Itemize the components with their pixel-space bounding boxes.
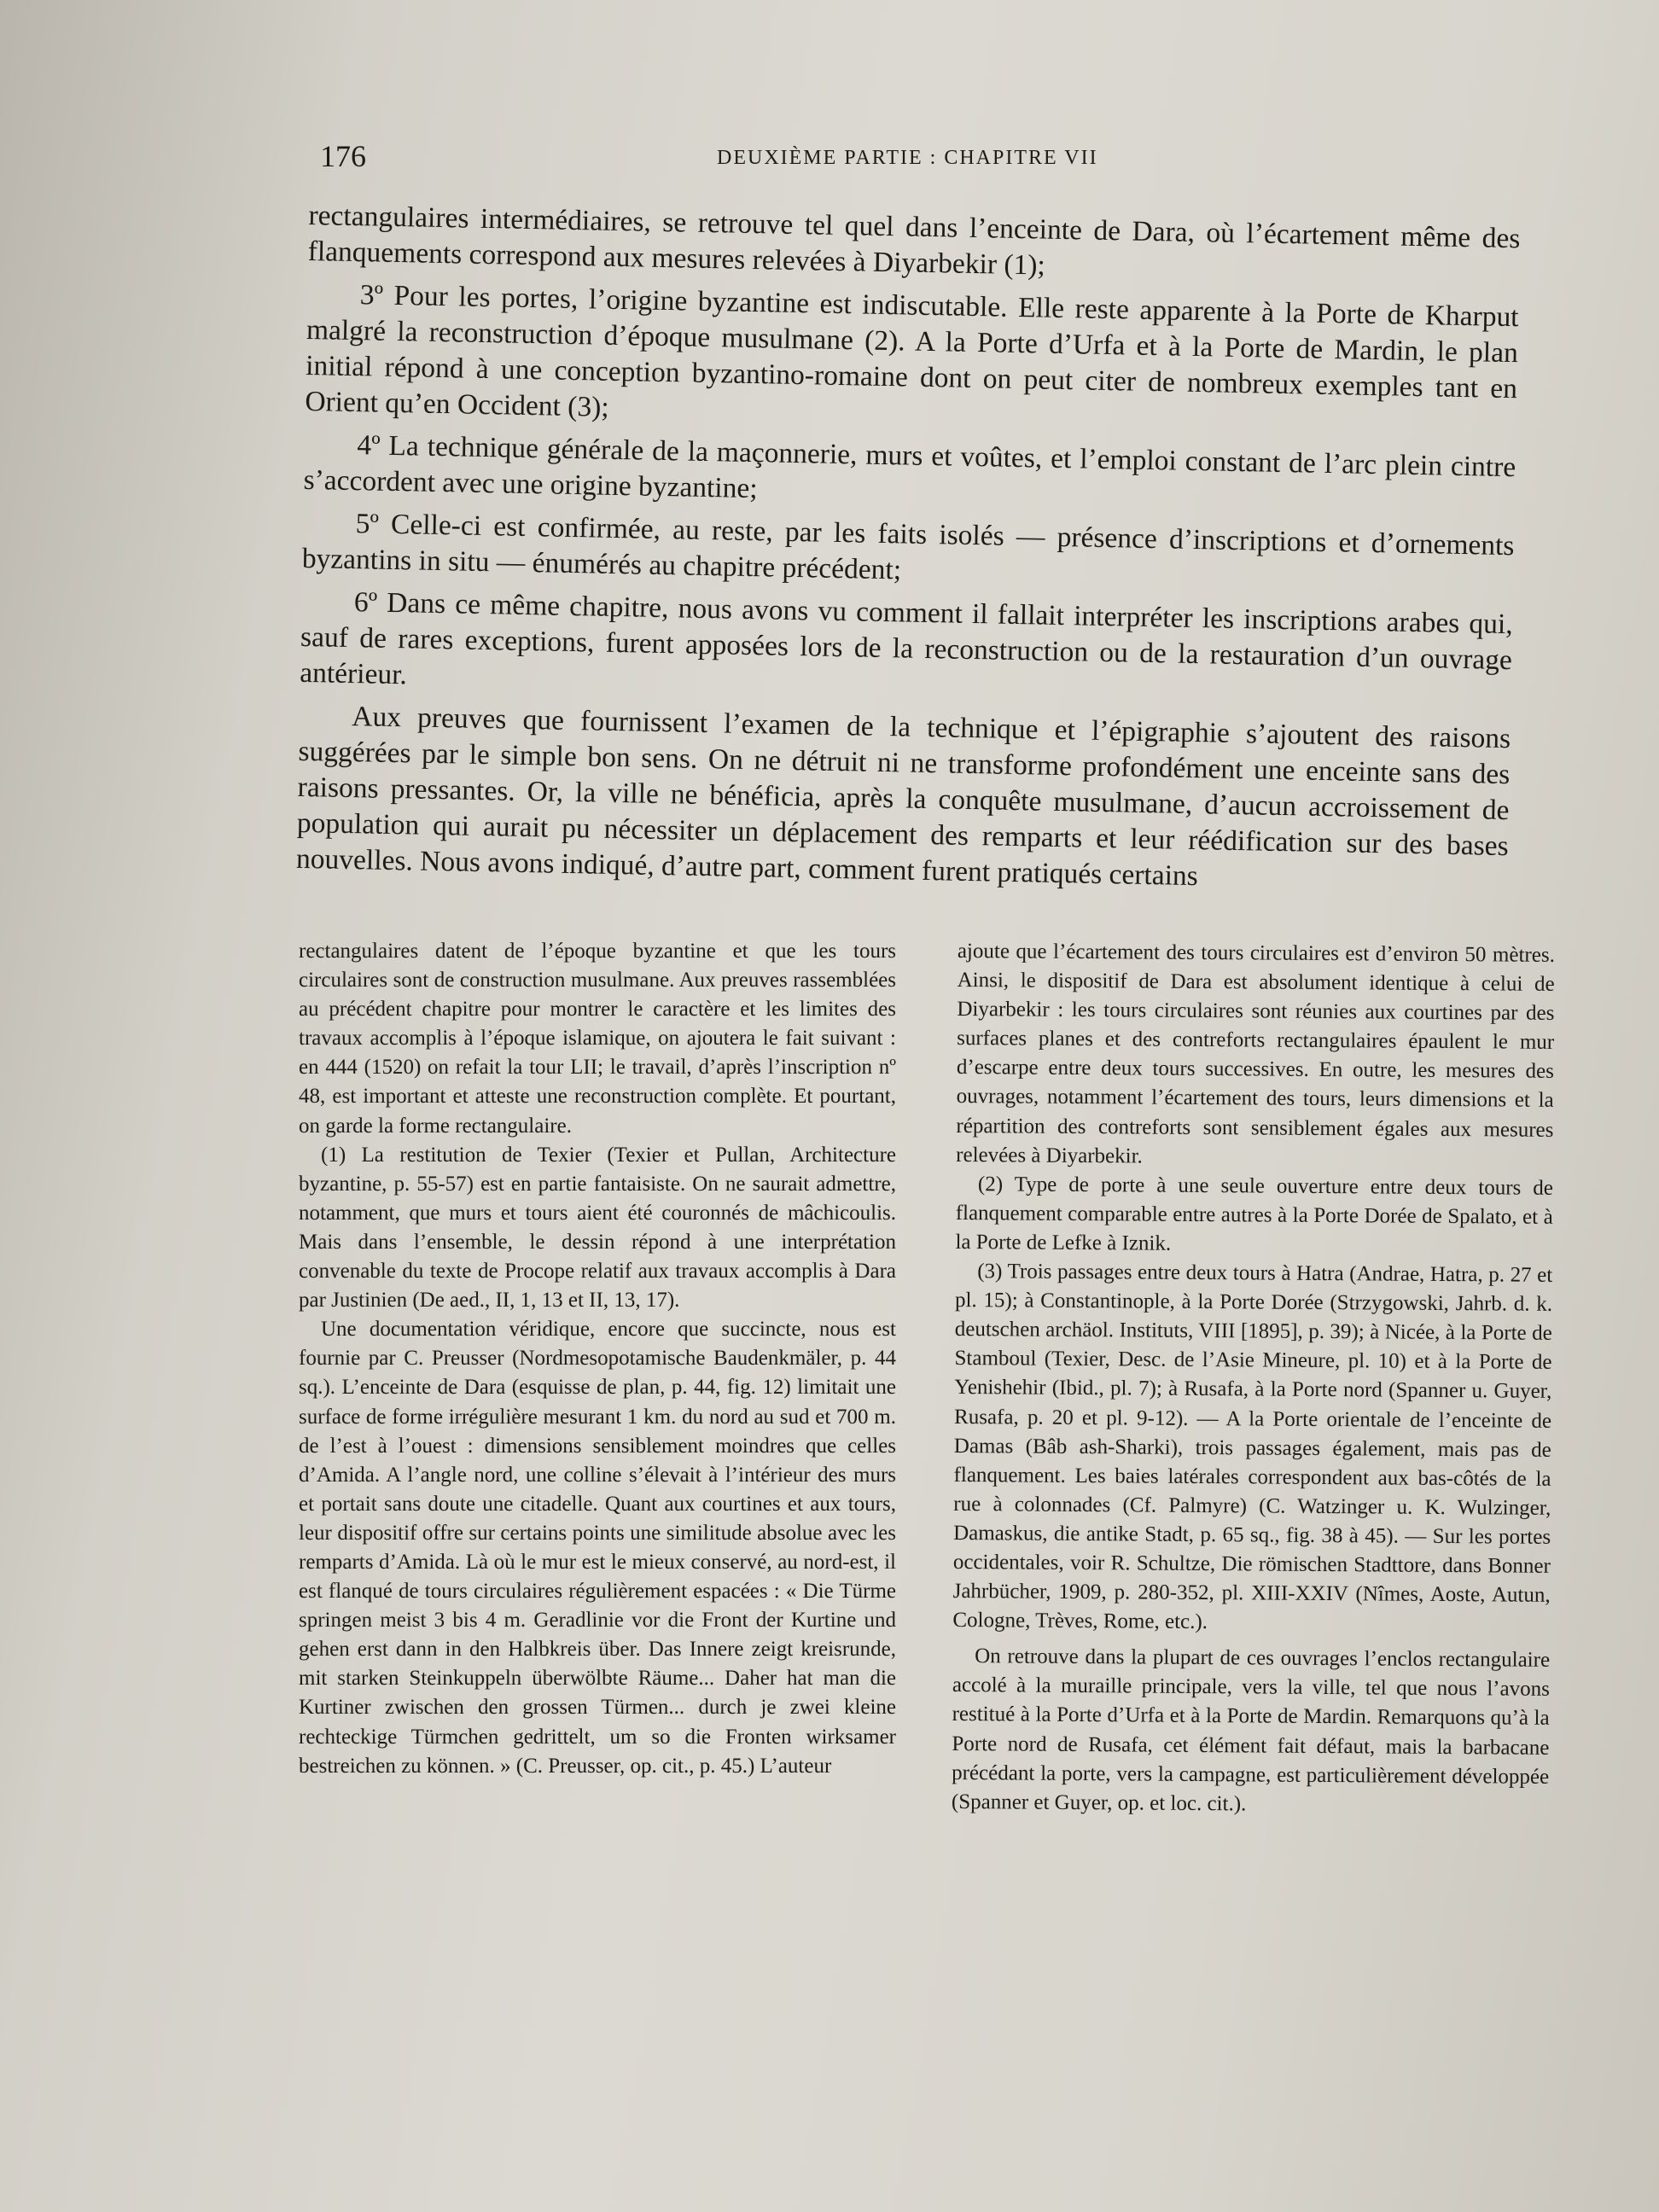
footnote-paragraph: (2) Type de porte à une seule ouverture entre deux tours de flanquement comparable entre autres à la Porte Dorée de Spalato, et à la Porte de Lefke à Iznik. — [955, 1172, 1554, 1255]
footnote-paragraph: On retrouve dans la plupart de ces ouvrages l’enclos rectangulaire accolé à la muraille principale, vers la ville, tel que nous l’avons restitué à la Porte d’Urfa et à la Porte de Mardin. Remarquons qu’à la Porte nord de Rusafa, cet élément fait défaut, mais la barbacane précédant la porte, vers la campagne, est particulièrement développée (Spanner et Guyer, op. et loc. cit.). — [951, 1644, 1551, 1816]
page-number: 176 — [320, 139, 366, 173]
footnote-paragraph: rectangulaires datent de l’époque byzantine et que les tours circulaires sont de construction musulmane. Aux preuves rassemblées au précédent chapitre pour montrer le caractère et les limites des travaux accomplis à l’époque islamique, on ajoutera le fait suivant : en 444 (1520) on refait la tour LII; le travail, d’après l’inscription nº 48, est important et atteste une reconstruction complète. Et pourtant, on garde la forme rectangulaire. — [299, 940, 896, 1138]
main-paragraph: 5º Celle-ci est confirmée, au reste, par les faits isolés — présence d’inscriptions et d’ornements byzantins in situ — énumérés au chapitre précédent; — [301, 508, 1515, 586]
main-paragraph: rectangulaires intermédiaires, se retrouve tel quel dans l’enceinte de Dara, où l’écartement même des flanquements correspond aux mesures relevées à Diyarbekir (1); — [307, 199, 1521, 282]
footnotes-left-column — [299, 937, 896, 1781]
footnote-paragraph: Une documentation véridique, encore que succincte, nous est fournie par C. Preusser (Nordmesopotamische Baudenkmäler, p. 44 sq.). L’enceinte de Dara (esquisse de plan, p. 44, fig. 12) limitait une surface de forme irrégulière mesurant 1 km. du nord au sud et 700 m. de l’est à l’ouest : dimensions sensiblement moindres que celles d’Amida. A l’angle nord, une colline s’élevait à l’intérieur des murs et portait sans doute une citadelle. Quant aux courtines et aux tours, leur dispositif offre sur certains points une similitude absolue avec les remparts d’Amida. Là où le mur est le mieux conservé, au nord-est, il est flanqué de tours circulaires régulièrement espacées : « Die Türme springen meist 3 bis 4 m. Geradlinie vor die Front der Kurtine und gehen erst dann in den Halbkreis über. Das Innere zeigt kreisrunde, mit starken Steinkuppeln überwölbte Räume... Daher hat man die Kurtiner zwischen den grossen Türmen... durch je zwei kleine rechteckige Türmchen gedrittelt, um so die Fronten wirksamer bestreichen zu können. » (C. Preusser, op. cit., p. 45.) L’auteur — [299, 1318, 896, 1778]
main-paragraph: 3º Pour les portes, l’origine byzantine est indiscutable. Elle reste apparente à la Porte de Kharput malgré la reconstruction d’époque musulmane (2). A la Porte d’Urfa et à la Porte de Mardin, le plan initial répond à une conception byzantino-romaine dont on peut citer de nombreux exemples tant en Orient qu’en Occident (3); — [305, 279, 1519, 423]
page-header — [320, 138, 1532, 181]
main-paragraph: 4º La technique générale de la maçonnerie, murs et voûtes, et l’emploi constant de l’arc plein cintre s’accordent avec une origine byzantine; — [303, 429, 1516, 505]
main-text — [296, 198, 1521, 907]
main-paragraph: 6º Dans ce même chapitre, nous avons vu comment il fallait interpréter les inscriptions arabes qui, sauf de rares exceptions, furent apposées lors de la reconstruction ou de la restauration d’un ouvrage antérieur. — [299, 586, 1514, 691]
main-paragraph: Aux preuves que fournissent l’examen de la technique et l’épigraphie s’ajoutent des raisons suggérées par le simple bon sens. On ne détruit ni ne transforme profondément une enceinte sans des raisons pressantes. Or, la ville ne bénéficia, après la conquête musulmane, d’aucun accroissement de population qui aurait pu nécessiter un déplacement des remparts et leur réédification sur des bases nouvelles. Nous avons indiqué, d’autre part, comment furent pratiqués certains — [295, 701, 1511, 893]
footnote-paragraph: (1) La restitution de Texier (Texier et Pullan, Architecture byzantine, p. 55-57) est en partie fantaisiste. On ne saurait admettre, notamment, que murs et tours aient été couronnés de mâchicoulis. Mais dans l’ensemble, le dessin répond à une interprétation convenable du texte de Procope relatif aux travaux accomplis à Dara par Justinien (De aed., II, 1, 13 et II, 13, 17). — [299, 1143, 896, 1313]
footnote-paragraph: ajoute que l’écartement des tours circulaires est d’environ 50 mètres. Ainsi, le dispositif de Dara est absolument identique à celui de Diyarbekir : les tours circulaires sont réunies aux courtines par des surfaces planes et des contreforts rectangulaires épaulent le mur d’escarpe entre deux tours successives. En outre, les mesures des ouvrages, notamment l’écartement des tours, leurs dimensions et la répartition des contreforts sont sensiblement égales aux mesures relevées à Diyarbekir. — [956, 939, 1555, 1168]
footnotes-right-column — [952, 937, 1555, 1821]
running-head: DEUXIÈME PARTIE : CHAPITRE VII — [717, 147, 1098, 169]
footnote-paragraph: (3) Trois passages entre deux tours à Hatra (Andrae, Hatra, p. 27 et pl. 15); à Constantinople, à la Porte Dorée (Strzygowski, Jahrb. d. k. deutschen archäol. Instituts, VIII [1895], p. 39); à Nicée, à la Porte de Stamboul (Texier, Desc. de l’Asie Mineure, pl. 10) et à la Porte de Yenishehir (Ibid., pl. 7); à Rusafa, à la Porte nord (Spanner u. Guyer, Rusafa, p. 20 et pl. 9-12). — A la Porte orientale de l’enceinte de Damas (Bâb ash-Sharki), trois passages également, mais pas de flanquement. Les baies latérales correspondent aux bas-côtés de la rue à colonnades (Cf. Palmyre) (C. Watzinger u. K. Wulzinger, Damaskus, die antike Stadt, p. 65 sq., fig. 38 à 45). — Sur les portes occidentales, voir R. Schultze, Die römischen Stadttore, dans Bonner Jahrbücher, 1909, p. 280-352, pl. XIII-XXIV (Nîmes, Aoste, Autun, Cologne, Trèves, Rome, etc.). — [952, 1260, 1553, 1634]
